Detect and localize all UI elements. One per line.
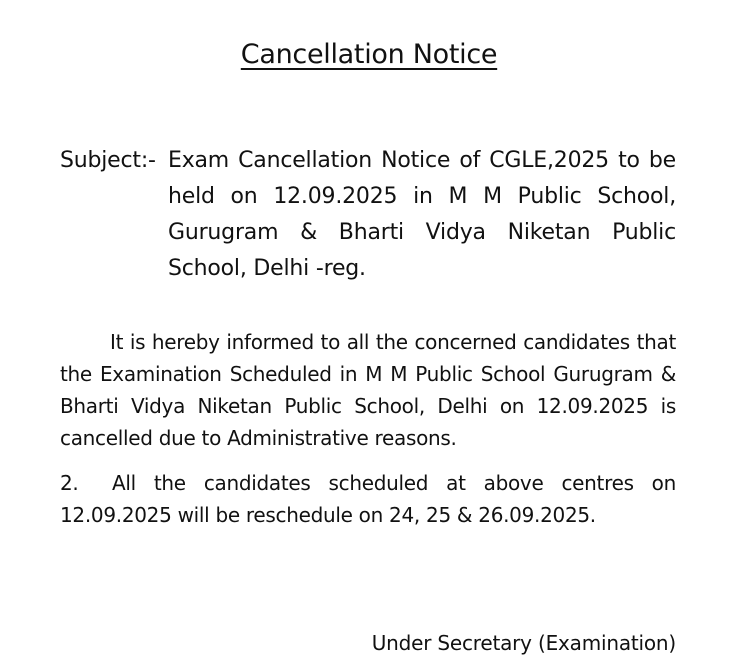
subject-line: Exam Cancellation Notice of CGLE,2025 to be — [168, 148, 676, 173]
paragraph-1-line: cancelled due to Administrative reasons. — [60, 426, 457, 450]
subject-line: held on 12.09.2025 in M M Public School, — [168, 184, 676, 209]
paragraph-1 — [60, 326, 676, 454]
paragraph-2-line: 12.09.2025 will be reschedule on 24, 25 & 26.09.2025. — [60, 503, 596, 527]
subject-text — [168, 143, 676, 287]
subject-line: Gurugram & Bharti Vidya Niketan Public — [168, 220, 676, 245]
paragraph-1-line: It is hereby informed to all the concerned candidates that — [110, 330, 676, 354]
subject-label: Subject:- — [60, 148, 156, 173]
notice-title-wrap — [0, 38, 738, 72]
paragraph-1-line: the Examination Scheduled in M M Public School Gurugram & — [60, 362, 676, 386]
signatory: Under Secretary (Examination) — [371, 631, 676, 655]
paragraph-2-first-line — [60, 467, 676, 499]
paragraph-2 — [60, 467, 676, 531]
subject-line: School, Delhi -reg. — [168, 256, 366, 281]
paragraph-2-line: All the candidates scheduled at above centres on — [112, 471, 676, 495]
paragraph-1-line: Bharti Vidya Niketan Public School, Delhi on 12.09.2025 is — [60, 394, 676, 418]
notice-title: Cancellation Notice — [240, 39, 498, 70]
paragraph-2-number: 2. — [60, 471, 79, 495]
